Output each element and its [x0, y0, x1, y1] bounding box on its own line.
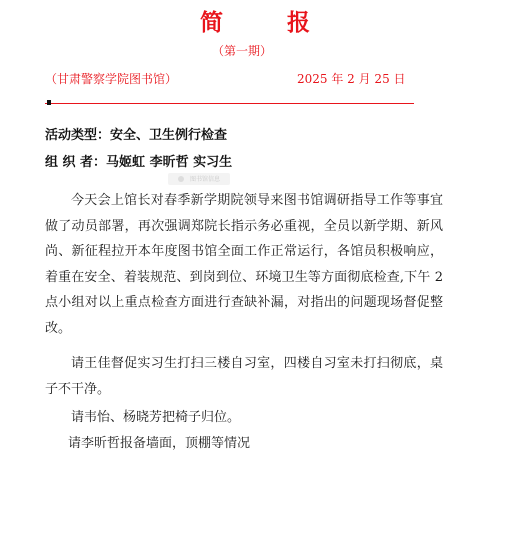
divider-marker: [47, 100, 51, 105]
body-paragraph-1: 今天会上馆长对春季新学期院领导来图书馆调研指导工作等事宜做了动员部署，再次强调郑院长指示务必重视，全员以新学期、新风尚、新征程拉开本年度图书馆全面工作正常运行，各馆员积极响应，着重在安全、着装规范、到岗到位、环境卫生等方面彻底检查,下午 2 点小组对以上重点检查方面进行查缺补漏，对指出的问题现场督促整改。: [45, 193, 443, 336]
activity-type-line: 活动类型：安全、卫生例行检查: [45, 128, 228, 143]
faint-overlay-text: 图书馆信息: [190, 176, 221, 183]
faint-overlay-icon: [178, 176, 184, 182]
body-paragraph-2: 请王佳督促实习生打扫三楼自习室，四楼自习室未打扫彻底，桌子不干净。: [45, 356, 443, 397]
body-paragraph-3: 请韦怡、杨晓芳把椅子归位。: [71, 410, 241, 425]
organizers-line: 组 织 者：马姬虹 李昕哲 实习生: [45, 155, 233, 170]
document-title: 简 报: [200, 9, 339, 36]
issue-date: 2025 年 2 月 25 日: [297, 72, 406, 86]
header-divider: [45, 103, 414, 104]
body-paragraph-4: 请李昕哲报备墙面，顶棚等情况: [68, 436, 251, 451]
issuing-organization: （甘肃警察学院图书馆）: [45, 72, 178, 86]
issue-number: （第一期）: [212, 44, 273, 58]
